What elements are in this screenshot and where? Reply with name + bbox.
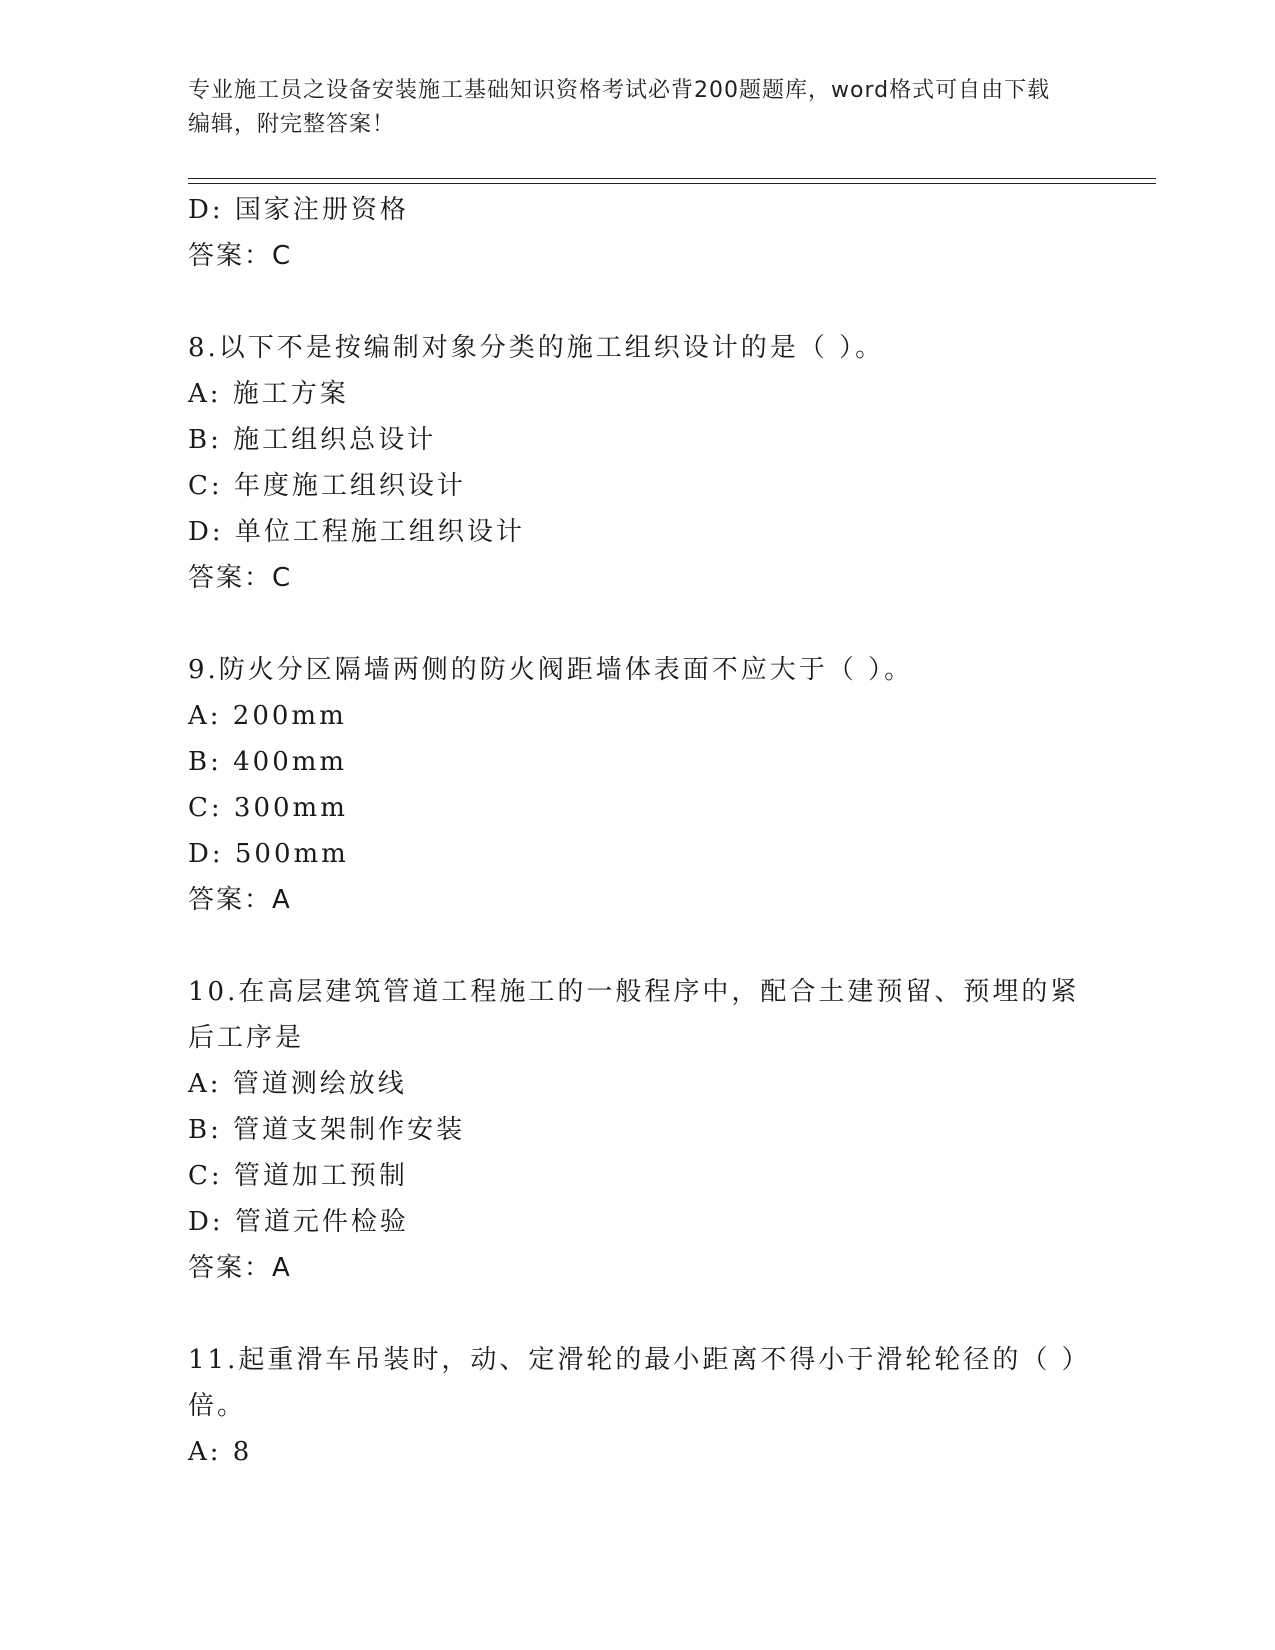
option-b: B: 施工组织总设计	[188, 425, 437, 455]
option-a: A: 8	[188, 1437, 253, 1467]
option-c: C: 管道加工预制	[188, 1161, 408, 1191]
document-header: 专业施工员之设备安装施工基础知识资格考试必背200题题库，word格式可自由下载编辑，附完整答案！	[188, 78, 1051, 137]
question-text: 9.防火分区隔墙两侧的防火阀距墙体表面不应大于（ ）。	[188, 655, 914, 685]
option-d: D: 单位工程施工组织设计	[188, 517, 525, 547]
option-a: A: 200mm	[188, 701, 347, 731]
answer: 答案：C	[188, 563, 293, 593]
question-text: 11.起重滑车吊装时，动、定滑轮的最小距离不得小于滑轮轮径的（ ）倍。	[188, 1345, 1078, 1421]
question-list	[188, 187, 1088, 1475]
question-text: 8.以下不是按编制对象分类的施工组织设计的是（ ）。	[188, 333, 885, 363]
answer: 答案：A	[188, 885, 292, 915]
option-b: B: 管道支架制作安装	[188, 1115, 466, 1145]
option-c: C: 年度施工组织设计	[188, 471, 466, 501]
option-d: D: 国家注册资格	[188, 195, 409, 225]
option-a: A: 施工方案	[188, 379, 349, 409]
option-a: A: 管道测绘放线	[188, 1069, 407, 1099]
option-b: B: 400mm	[188, 747, 348, 777]
header-divider	[188, 178, 1156, 184]
question-text: 10.在高层建筑管道工程施工的一般程序中，配合土建预留、预埋的紧后工序是	[188, 977, 1080, 1053]
answer: 答案：A	[188, 1253, 292, 1283]
option-c: C: 300mm	[188, 793, 348, 823]
answer: 答案：C	[188, 241, 293, 271]
option-d: D: 管道元件检验	[188, 1207, 409, 1237]
option-d: D: 500mm	[188, 839, 349, 869]
